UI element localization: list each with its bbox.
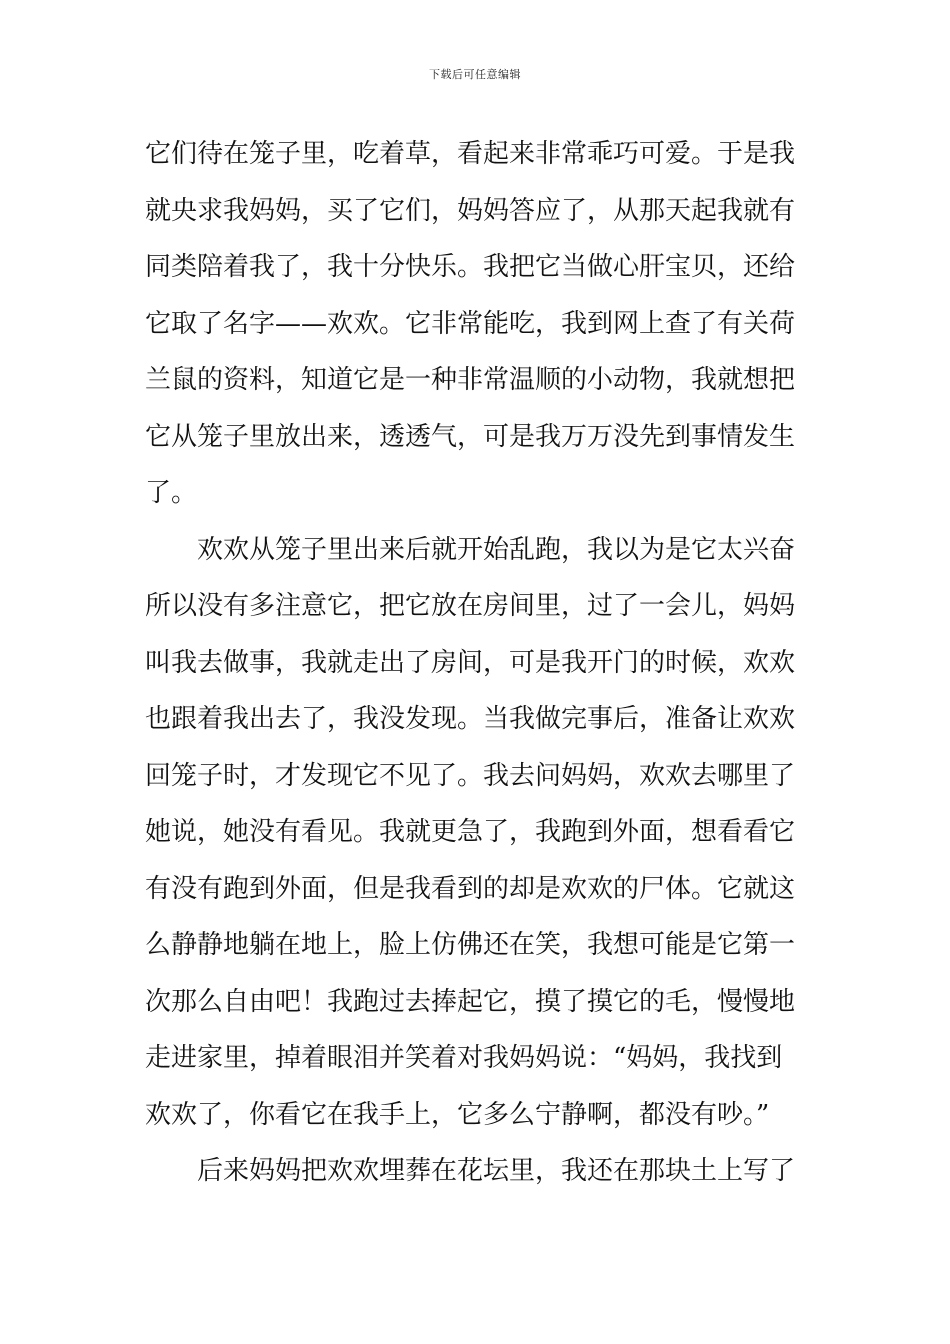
text-line: 次那么自由吧！我跑过去捧起它，摸了摸它的毛，慢慢地: [145, 986, 796, 1017]
body-text: [145, 126, 810, 1200]
text-line: 叫我去做事，我就走出了房间，可是我开门的时候，欢欢: [145, 647, 796, 678]
page-header: 下载后可任意编辑: [429, 68, 521, 81]
text-line: 兰鼠的资料，知道它是一种非常温顺的小动物，我就想把: [145, 365, 796, 395]
text-line: 所以没有多注意它，把它放在房间里，过了一会儿，妈妈: [145, 591, 796, 621]
text-line: 欢欢了，你看它在我手上，它多么宁静啊，都没有吵。”: [145, 1099, 770, 1130]
text-line: 它从笼子里放出来，透透气，可是我万万没先到事情发生: [145, 421, 796, 452]
text-line: 了。: [145, 478, 198, 508]
text-line: 它取了名字——欢欢。它非常能吃，我到网上查了有关荷: [145, 308, 796, 339]
text-line: 也跟着我出去了，我没发现。当我做完事后，准备让欢欢: [145, 704, 796, 734]
text-line: 同类陪着我了，我十分快乐。我把它当做心肝宝贝，还给: [145, 252, 796, 282]
text-line: 就央求我妈妈，买了它们，妈妈答应了，从那天起我就有: [145, 195, 796, 226]
text-line: 么静静地躺在地上，脸上仿佛还在笑，我想可能是它第一: [145, 930, 796, 960]
text-line: 它们待在笼子里，吃着草，看起来非常乖巧可爱。于是我: [145, 139, 796, 169]
text-line: 她说，她没有看见。我就更急了，我跑到外面，想看看它: [145, 817, 796, 847]
text-line: 回笼子时，才发现它不见了。我去问妈妈，欢欢去哪里了: [145, 760, 796, 791]
paragraph-start-line: 欢欢从笼子里出来后就开始乱跑，我以为是它太兴奋: [197, 534, 796, 565]
text-line: 走进家里，掉着眼泪并笑着对我妈妈说：“妈妈，我找到: [145, 1043, 783, 1073]
paragraph-start-line: 后来妈妈把欢欢埋葬在花坛里，我还在那块土上写了: [197, 1156, 796, 1186]
text-line: 有没有跑到外面，但是我看到的却是欢欢的尸体。它就这: [145, 873, 796, 904]
